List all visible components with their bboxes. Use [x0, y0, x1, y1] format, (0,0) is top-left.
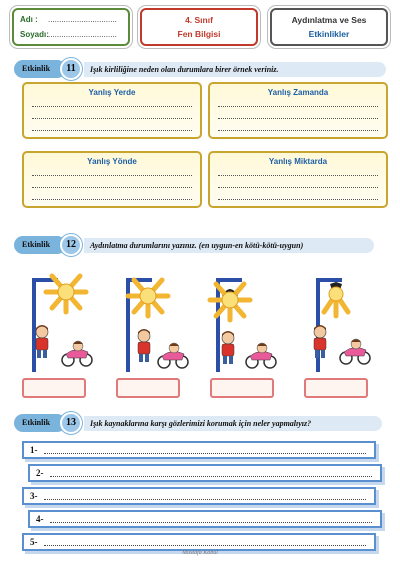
activity-number: 12: [60, 234, 82, 256]
etkinlik-badge: Etkinlik: [14, 236, 66, 254]
surname-field[interactable]: ...............................: [48, 30, 117, 39]
box-title: Yanlış Miktarda: [268, 157, 328, 166]
answer-box-wrong-amount[interactable]: [208, 151, 388, 208]
answer-line-5[interactable]: [22, 533, 376, 551]
answer-line-2[interactable]: [28, 464, 382, 482]
answer-line-4[interactable]: [28, 510, 382, 528]
box-title: Yanlış Yerde: [88, 88, 136, 97]
line-number: 2-: [36, 468, 44, 478]
answer-box-wrong-time[interactable]: [208, 82, 388, 139]
line-number: 4-: [36, 514, 44, 524]
question-text: Işık kirliliğine neden olan durumlara birer örnek veriniz.: [84, 62, 386, 77]
section-11-header: [14, 60, 386, 78]
etkinlik-badge: Etkinlik: [14, 60, 66, 78]
lighting-answer-1[interactable]: [22, 378, 86, 398]
student-info-box: [12, 8, 130, 46]
topic-title: Aydınlatma ve Ses: [291, 15, 367, 25]
name-field[interactable]: ...............................: [48, 15, 117, 24]
grade-label: 4. Sınıf: [185, 15, 213, 25]
section-13-header: [14, 414, 386, 432]
topic-subtitle: Etkinlikler: [308, 29, 350, 39]
line-number: 1-: [30, 445, 38, 455]
surname-label: Soyadı:: [20, 30, 49, 39]
name-label: Adı :: [20, 15, 38, 24]
etkinlik-badge: Etkinlik: [14, 414, 66, 432]
author-signature: Mustafa Kabul: [182, 550, 218, 556]
answer-line-1[interactable]: [22, 441, 376, 459]
lighting-scenes-illustration: [14, 262, 386, 374]
activity-number: 11: [60, 58, 82, 80]
answer-box-wrong-place[interactable]: [22, 82, 202, 139]
question-text: Aydınlatma durumlarını yazınız. (en uygun-en kötü-kötü-uygun): [84, 238, 374, 253]
question-text: Işık kaynaklarına karşı gözlerimizi korumak için neler yapmalıyız?: [84, 416, 382, 431]
answer-box-wrong-direction[interactable]: [22, 151, 202, 208]
subject-label: Fen Bilgisi: [177, 29, 221, 39]
lighting-answer-3[interactable]: [210, 378, 274, 398]
answer-line-3[interactable]: [22, 487, 376, 505]
lighting-answer-4[interactable]: [304, 378, 368, 398]
line-number: 3-: [30, 491, 38, 501]
course-box: [140, 8, 258, 46]
activity-number: 13: [60, 412, 82, 434]
topic-box: [270, 8, 388, 46]
lighting-answer-2[interactable]: [116, 378, 180, 398]
box-title: Yanlış Zamanda: [267, 88, 329, 97]
box-title: Yanlış Yönde: [87, 157, 137, 166]
section-12-header: [14, 236, 386, 254]
line-number: 5-: [30, 537, 38, 547]
